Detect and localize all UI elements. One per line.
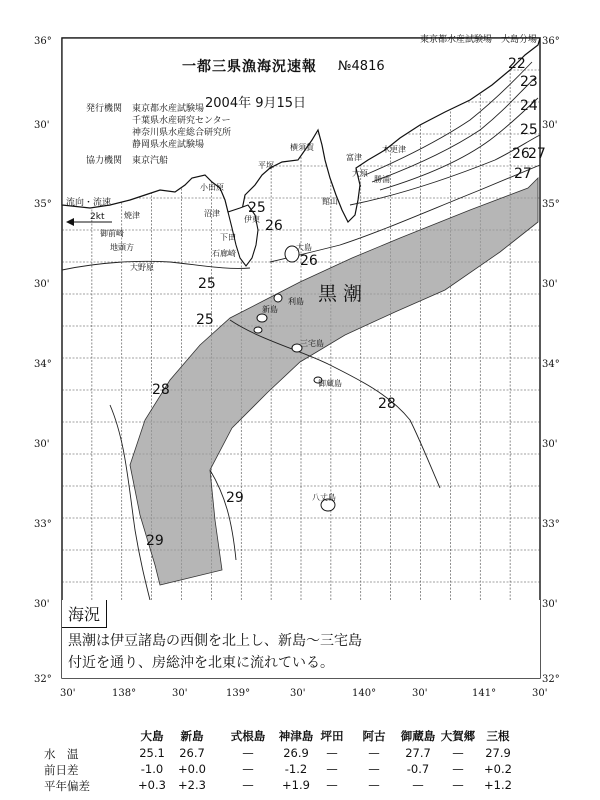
obs-value: +1.9 (282, 778, 310, 792)
obs-value: +2.3 (178, 778, 206, 792)
isotherm-label: 24 (520, 98, 538, 114)
lon-label: 30' (172, 688, 188, 699)
place-name: 地頭方 (110, 243, 134, 252)
place-name: 平塚 (258, 161, 274, 170)
lat-label-right: 33° (542, 519, 560, 530)
obs-value: — (452, 746, 464, 760)
obs-value: 27.9 (485, 746, 511, 760)
obs-value: — (242, 762, 254, 776)
summary-line-2: 付近を通り、房総沖を北東に流れている。 (68, 655, 334, 671)
station-name: 大島 (140, 729, 164, 743)
obs-value: — (452, 778, 464, 792)
isotherm-label: 25 (198, 276, 216, 292)
lon-label: 138° (112, 688, 137, 699)
obs-value: — (368, 778, 380, 792)
kuroshio-label: 黒 潮 (318, 283, 363, 305)
obs-value: -0.7 (406, 762, 430, 776)
obs-value: -1.0 (140, 762, 164, 776)
obs-value: 25.1 (139, 746, 165, 760)
bulletin-title: 一都三県漁海況速報 (182, 59, 317, 75)
issuer-3: 神奈川県水産総合研究所 (132, 128, 232, 138)
lat-label-right: 32° (542, 674, 560, 685)
station-name: 神津島 (278, 729, 314, 743)
lat-label-left: 30' (34, 120, 50, 131)
obs-value: +1.2 (484, 778, 512, 792)
station-name: 式根島 (230, 729, 266, 743)
place-name: 館山 (322, 197, 338, 206)
place-name: 下田 (220, 233, 236, 242)
lat-label-left: 30' (34, 279, 50, 290)
lon-label: 141° (472, 688, 497, 699)
obs-value: — (242, 746, 254, 760)
obs-value: — (326, 778, 338, 792)
issuer-2: 千葉県水産研究センター (132, 116, 231, 126)
lat-label-right: 30' (542, 599, 558, 610)
lon-label: 30' (412, 688, 428, 699)
summary-heading: 海況 (62, 600, 107, 628)
place-name: 木更津 (382, 145, 406, 154)
issuer-1: 東京都水産試験場 (132, 104, 205, 114)
obs-value: 26.7 (179, 746, 205, 760)
obs-value: — (452, 762, 464, 776)
row-label: 前日差 (44, 763, 79, 777)
obs-value: -1.2 (284, 762, 308, 776)
lat-label-right: 30' (542, 279, 558, 290)
bulletin-date: 2004年 9月15日 (205, 96, 307, 111)
obs-value: +0.2 (484, 762, 512, 776)
obs-row-normal-anomaly (0, 778, 600, 794)
obs-value: 27.7 (405, 746, 431, 760)
lat-label-right: 35° (542, 199, 560, 210)
bulletin-number: №4816 (338, 59, 385, 74)
obs-value: +0.0 (178, 762, 206, 776)
place-name: 利島 (288, 297, 304, 306)
place-name: 三宅島 (300, 339, 324, 348)
place-name: 石廊崎 (212, 249, 236, 258)
place-name: 焼津 (124, 211, 140, 220)
place-name: 大野原 (130, 263, 154, 272)
coop-name: 東京汽船 (132, 156, 169, 166)
station-name: 阿古 (362, 729, 386, 743)
isotherm-label: 27 (514, 166, 532, 182)
isotherm-label: 27 (528, 146, 546, 162)
issuer-label: 発行機関 (86, 104, 123, 114)
place-name: 御蔵島 (318, 379, 342, 388)
place-name: 大原 (352, 169, 368, 178)
summary-box (62, 600, 540, 678)
observation-table (0, 720, 600, 800)
legend-speed: 2kt (90, 212, 105, 222)
obs-row-water-temp (0, 746, 600, 762)
isotherm-label: 26 (512, 146, 530, 162)
isotherm-label: 26 (300, 253, 318, 269)
obs-value: — (242, 778, 254, 792)
place-name: 新島 (262, 305, 278, 314)
place-name: 小田原 (200, 183, 224, 192)
obs-value: — (368, 762, 380, 776)
lon-label: 30' (290, 688, 306, 699)
obs-value: — (326, 762, 338, 776)
lat-label-right: 30' (542, 120, 558, 131)
isotherm-label: 25 (248, 200, 266, 216)
lon-label: 139° (226, 688, 251, 699)
obs-value: — (326, 746, 338, 760)
lat-label-right: 36° (542, 36, 560, 47)
station-header-row (0, 728, 600, 744)
place-name: 横須賀 (290, 143, 314, 152)
lat-label-left: 33° (34, 519, 52, 530)
station-name: 三根 (486, 729, 510, 743)
isotherm-label: 23 (520, 74, 538, 90)
obs-value: 26.9 (283, 746, 309, 760)
place-name: 富津 (346, 153, 362, 162)
lat-label-left: 30' (34, 439, 50, 450)
place-name: 伊東 (244, 215, 260, 224)
isotherm-label: 22 (508, 56, 526, 72)
obs-value: — (412, 778, 424, 792)
lat-label-left: 35° (34, 199, 52, 210)
row-label: 平年偏差 (44, 779, 90, 793)
lat-label-left: 34° (34, 359, 52, 370)
isotherm-label: 25 (196, 312, 214, 328)
isotherm-label: 29 (226, 490, 244, 506)
obs-row-daily-diff (0, 762, 600, 778)
coop-label: 協力機関 (86, 156, 123, 166)
obs-value: — (368, 746, 380, 760)
isotherm-label: 28 (378, 396, 396, 412)
place-name: 勝浦 (374, 175, 390, 184)
isotherm-label: 25 (520, 122, 538, 138)
station-name: 大賀郷 (440, 729, 476, 743)
station-name: 坪田 (320, 729, 344, 743)
lat-label-left: 36° (34, 36, 52, 47)
summary-line-1: 黒潮は伊豆諸島の西側を北上し、新島～三宅島 (68, 633, 362, 649)
obs-value: +0.3 (138, 778, 166, 792)
place-name: 八丈島 (312, 493, 336, 502)
lat-label-right: 34° (542, 359, 560, 370)
top-right-issuer: 東京都水産試験場 大島分場 (420, 35, 538, 45)
lon-label: 30' (60, 688, 76, 699)
lon-label: 30' (532, 688, 548, 699)
row-label: 水 温 (44, 747, 79, 761)
isotherm-label: 28 (152, 382, 170, 398)
station-name: 新島 (180, 729, 204, 743)
place-name: 御前崎 (100, 229, 124, 238)
lat-label-left: 30' (34, 599, 50, 610)
legend-title: 流向・流速 (66, 198, 112, 208)
lat-label-right: 30' (542, 439, 558, 450)
lon-label: 140° (352, 688, 377, 699)
issuer-4: 静岡県水産試験場 (132, 140, 205, 150)
station-name: 御蔵島 (400, 729, 436, 743)
place-name: 大島 (296, 243, 312, 252)
isotherm-label: 29 (146, 533, 164, 549)
lat-label-left: 32° (34, 674, 52, 685)
isotherm-label: 26 (265, 218, 283, 234)
place-name: 沼津 (204, 209, 220, 218)
